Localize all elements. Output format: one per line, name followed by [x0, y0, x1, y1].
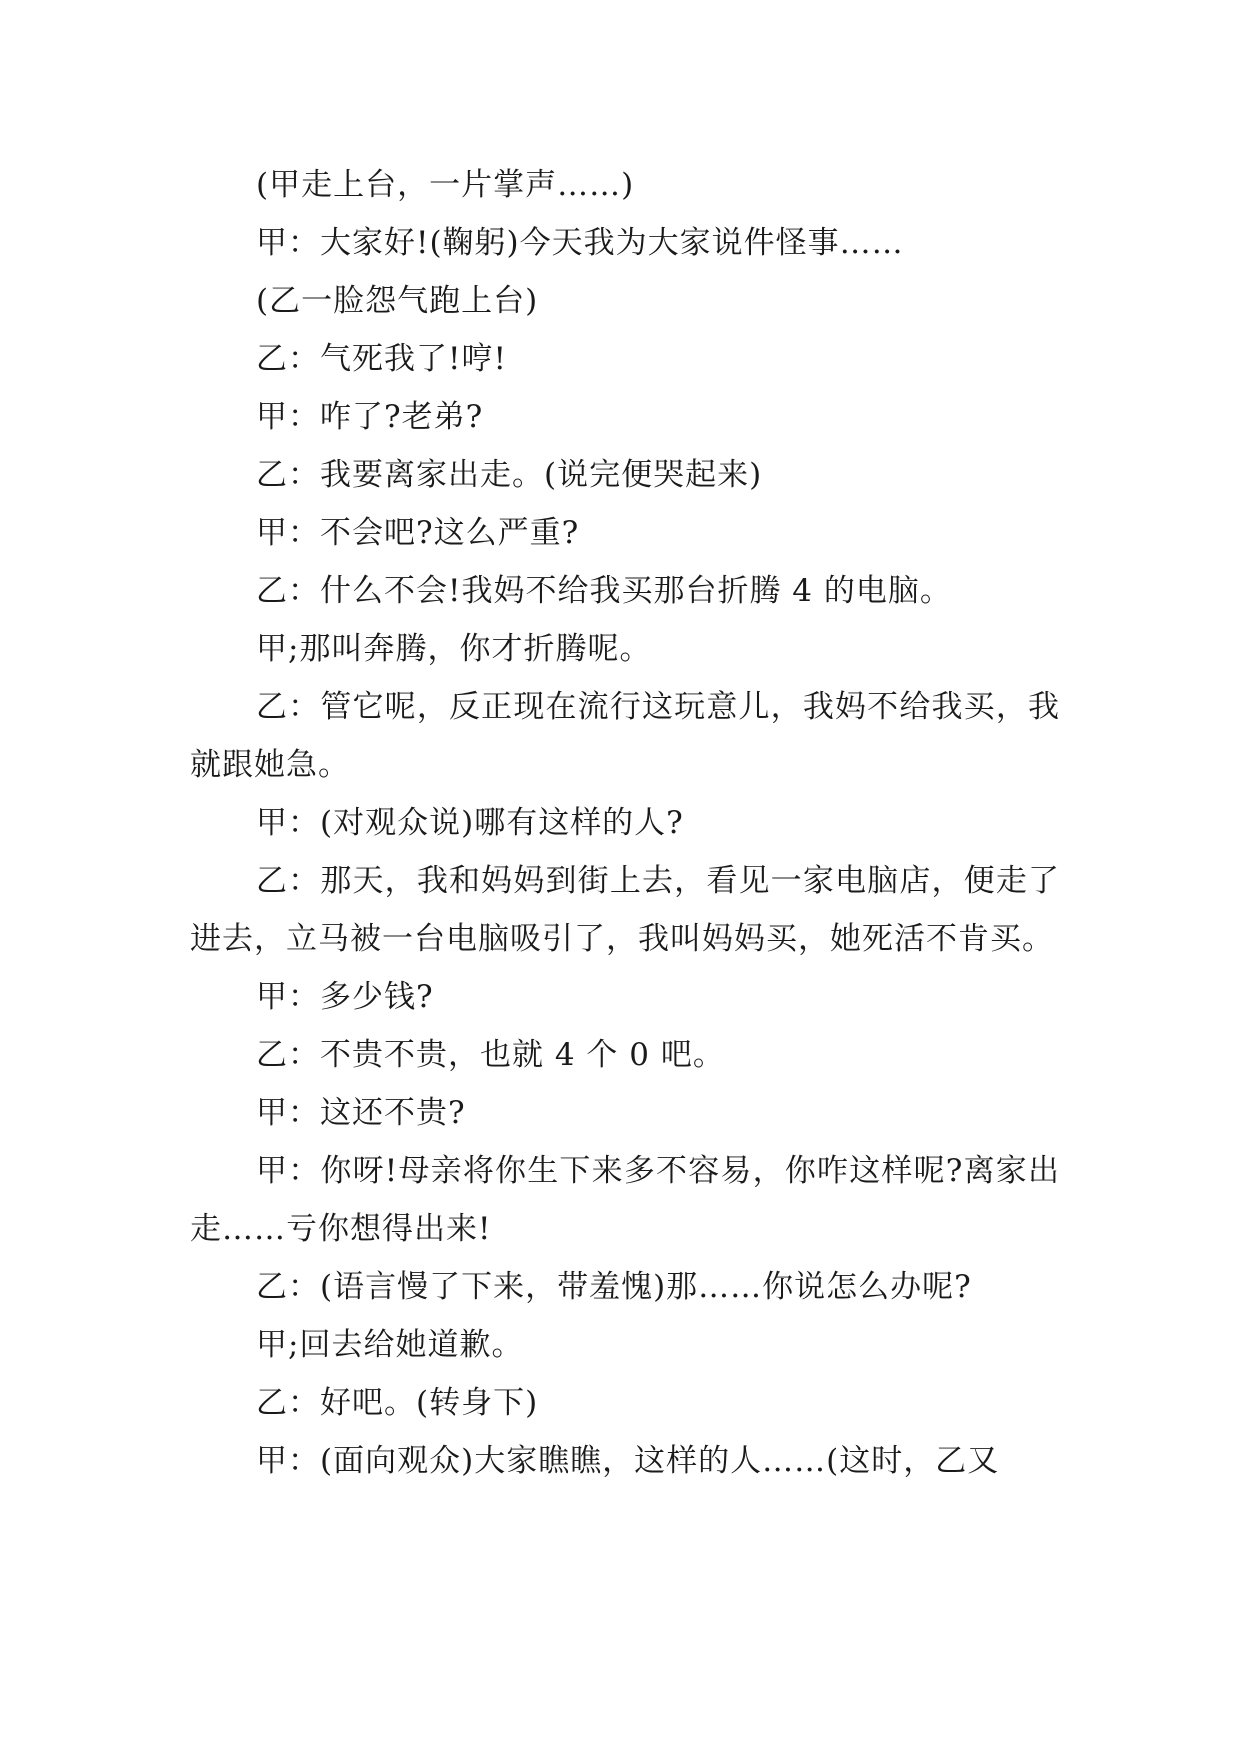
paragraph: 乙：我要离家出走。(说完便哭起来) [256, 457, 763, 493]
paragraph: 乙：不贵不贵，也就 4 个 0 吧。 [256, 1037, 725, 1073]
paragraph: 乙：好吧。(转身下) [256, 1385, 539, 1421]
paragraph: 乙：那天，我和妈妈到街上去，看见一家电脑店，便走了进去，立马被一台电脑吸引了，我叫妈妈买，她死活不肯买。 [190, 863, 1060, 957]
paragraph: 甲：大家好!(鞠躬)今天我为大家说件怪事…… [256, 225, 904, 261]
paragraph: 甲：(面向观众)大家瞧瞧，这样的人……(这时，乙又 [256, 1443, 1000, 1479]
paragraph: 甲：不会吧?这么严重? [256, 515, 580, 551]
paragraph: 乙：管它呢，反正现在流行这玩意儿，我妈不给我买，我就跟她急。 [190, 689, 1060, 783]
paragraph: 甲;那叫奔腾，你才折腾呢。 [256, 631, 652, 667]
paragraph: (甲走上台，一片掌声……) [256, 167, 635, 203]
document-body [190, 156, 1060, 1490]
paragraph: 甲：你呀!母亲将你生下来多不容易，你咋这样呢?离家出走……亏你想得出来! [190, 1153, 1060, 1247]
paragraph: 乙：什么不会!我妈不给我买那台折腾 4 的电脑。 [256, 573, 952, 609]
paragraph: (乙一脸怨气跑上台) [256, 283, 539, 319]
paragraph: 乙：气死我了!哼! [256, 341, 507, 377]
paragraph: 甲;回去给她道歉。 [256, 1327, 524, 1363]
paragraph: 甲：咋了?老弟? [256, 399, 484, 435]
paragraph: 乙：(语言慢了下来，带羞愧)那……你说怎么办呢? [256, 1269, 972, 1305]
paragraph: 甲：(对观众说)哪有这样的人? [256, 805, 684, 841]
paragraph: 甲：这还不贵? [256, 1095, 466, 1131]
paragraph: 甲：多少钱? [256, 979, 434, 1015]
